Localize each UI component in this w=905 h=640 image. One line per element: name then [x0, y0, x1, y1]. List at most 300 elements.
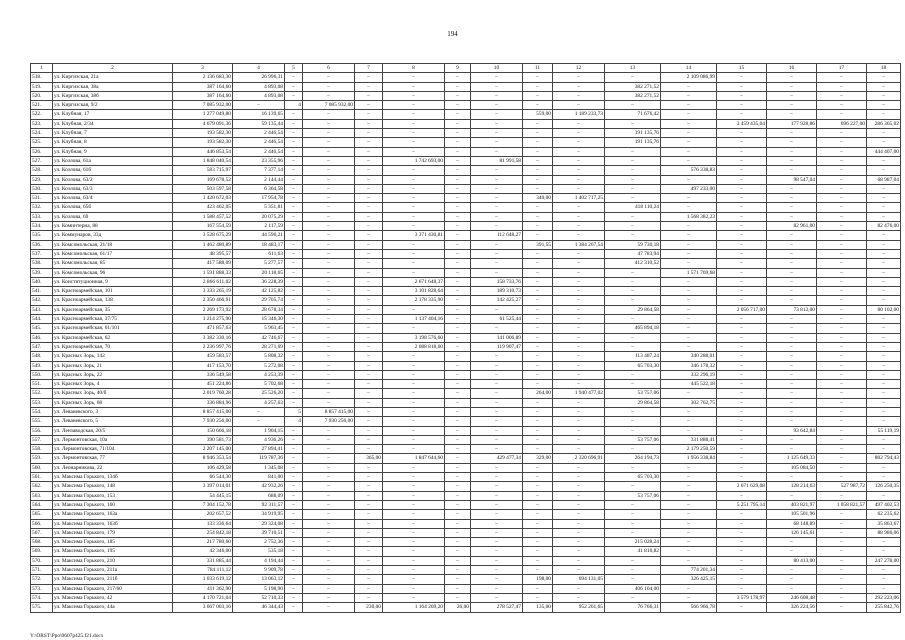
value-cell: –: [817, 129, 867, 138]
value-cell: –: [285, 166, 303, 175]
row-index-cell: 538.: [31, 259, 53, 268]
value-cell: –: [471, 166, 523, 175]
value-cell: 688,09: [233, 491, 285, 500]
value-cell: 429 477,34: [471, 454, 523, 463]
value-cell: –: [661, 510, 717, 519]
table-row: [31, 156, 901, 165]
row-index-cell: 520.: [31, 91, 53, 100]
value-cell: –: [303, 454, 355, 463]
value-cell: –: [523, 361, 553, 370]
value-cell: –: [285, 491, 303, 500]
value-cell: 2 088 818,60: [383, 342, 445, 351]
value-cell: 382 271,52: [605, 91, 661, 100]
value-cell: –: [233, 417, 285, 426]
value-cell: 4 936,26: [233, 435, 285, 444]
value-cell: –: [767, 435, 817, 444]
table-row: [31, 566, 901, 575]
value-cell: –: [523, 268, 553, 277]
row-index-cell: 566.: [31, 519, 53, 528]
value-cell: –: [303, 147, 355, 156]
value-cell: –: [471, 240, 523, 249]
value-cell: –: [383, 435, 445, 444]
value-cell: –: [717, 82, 767, 91]
value-cell: –: [605, 426, 661, 435]
value-cell: –: [717, 463, 767, 472]
address-cell: ул. Козлова, 65б: [53, 203, 173, 212]
value-cell: 150 666,18: [173, 426, 233, 435]
value-cell: –: [553, 566, 605, 575]
value-cell: –: [553, 184, 605, 193]
value-cell: –: [383, 203, 445, 212]
address-cell: ул. Комсомольская, 61/17: [53, 249, 173, 258]
column-header: 16: [767, 64, 817, 73]
value-cell: –: [867, 566, 901, 575]
value-cell: –: [383, 463, 445, 472]
value-cell: –: [445, 277, 471, 286]
value-cell: –: [817, 370, 867, 379]
value-cell: 1 848 040,54: [173, 156, 233, 165]
value-cell: –: [717, 231, 767, 240]
value-cell: –: [553, 268, 605, 277]
value-cell: –: [383, 147, 445, 156]
value-cell: 1 058 821,57: [817, 500, 867, 509]
value-cell: 2 178 335,90: [383, 296, 445, 305]
row-index-cell: 559.: [31, 454, 53, 463]
value-cell: –: [817, 315, 867, 324]
value-cell: –: [523, 166, 553, 175]
table-row: [31, 101, 901, 110]
value-cell: –: [553, 426, 605, 435]
value-cell: –: [767, 203, 817, 212]
value-cell: –: [867, 296, 901, 305]
table-row: [31, 175, 901, 184]
value-cell: –: [445, 547, 471, 556]
row-index-cell: 521.: [31, 101, 53, 110]
value-cell: 566 966,78: [661, 603, 717, 612]
value-cell: –: [867, 184, 901, 193]
value-cell: 1 904,15: [233, 426, 285, 435]
value-cell: –: [471, 389, 523, 398]
address-cell: ул. Киргизская, 38а: [53, 82, 173, 91]
value-cell: –: [355, 324, 383, 333]
value-cell: 66 544,30: [173, 473, 233, 482]
table-row: [31, 445, 901, 454]
column-header: 1: [31, 64, 53, 73]
value-cell: –: [553, 315, 605, 324]
value-cell: –: [717, 101, 767, 110]
row-index-cell: 530.: [31, 184, 53, 193]
value-cell: –: [817, 222, 867, 231]
value-cell: –: [817, 268, 867, 277]
value-cell: –: [661, 240, 717, 249]
value-cell: 4 253,39: [233, 370, 285, 379]
row-index-cell: 575.: [31, 603, 53, 612]
column-header: 8: [383, 64, 445, 73]
value-cell: –: [817, 603, 867, 612]
value-cell: 119 907,47: [471, 342, 523, 351]
value-cell: –: [303, 91, 355, 100]
value-cell: 7 085 932,00: [173, 101, 233, 110]
value-cell: –: [285, 73, 303, 82]
value-cell: –: [605, 519, 661, 528]
table-row: [31, 454, 901, 463]
value-cell: –: [817, 184, 867, 193]
value-cell: –: [445, 194, 471, 203]
table-row: [31, 603, 901, 612]
value-cell: 1 462 480,89: [173, 240, 233, 249]
value-cell: –: [523, 203, 553, 212]
value-cell: –: [867, 268, 901, 277]
value-cell: –: [383, 194, 445, 203]
value-cell: –: [523, 175, 553, 184]
value-cell: –: [767, 268, 817, 277]
value-cell: –: [445, 593, 471, 602]
value-cell: –: [523, 417, 553, 426]
value-cell: 1 571 769,68: [661, 268, 717, 277]
value-cell: –: [383, 584, 445, 593]
value-cell: –: [817, 547, 867, 556]
table-row: [31, 315, 901, 324]
column-header: 10: [471, 64, 523, 73]
row-index-cell: 535.: [31, 231, 53, 240]
value-cell: –: [717, 175, 767, 184]
value-cell: –: [285, 352, 303, 361]
address-cell: ул. Клубная, 9: [53, 147, 173, 156]
value-cell: –: [661, 315, 717, 324]
value-cell: 346 178,32: [661, 361, 717, 370]
value-cell: –: [471, 519, 523, 528]
value-cell: –: [767, 380, 817, 389]
value-cell: –: [303, 593, 355, 602]
value-cell: –: [285, 156, 303, 165]
value-cell: 882 794,43: [867, 454, 901, 463]
value-cell: –: [661, 482, 717, 491]
value-cell: 390 581,73: [173, 435, 233, 444]
value-cell: 8 946 353,54: [173, 454, 233, 463]
column-header: 13: [605, 64, 661, 73]
table-row: [31, 73, 901, 82]
value-cell: –: [717, 91, 767, 100]
value-cell: –: [817, 593, 867, 602]
address-cell: ул. Максима Горького, 195: [53, 547, 173, 556]
table-row: [31, 528, 901, 537]
value-cell: –: [717, 547, 767, 556]
value-cell: 34 919,95: [233, 510, 285, 519]
value-cell: –: [285, 147, 303, 156]
value-cell: –: [867, 138, 901, 147]
value-cell: –: [553, 482, 605, 491]
row-index-cell: 537.: [31, 249, 53, 258]
value-cell: –: [285, 268, 303, 277]
value-cell: –: [445, 119, 471, 128]
value-cell: –: [445, 445, 471, 454]
value-cell: –: [767, 398, 817, 407]
table-row: [31, 417, 901, 426]
value-cell: –: [445, 91, 471, 100]
value-cell: –: [471, 184, 523, 193]
value-cell: –: [767, 445, 817, 454]
value-cell: –: [445, 528, 471, 537]
value-cell: 465 894,18: [605, 324, 661, 333]
value-cell: –: [817, 380, 867, 389]
value-cell: 42 746,67: [233, 333, 285, 342]
value-cell: –: [867, 203, 901, 212]
value-cell: –: [303, 222, 355, 231]
value-cell: –: [867, 287, 901, 296]
address-cell: ул. Лермонтовская, 77: [53, 454, 173, 463]
value-cell: –: [471, 212, 523, 221]
value-cell: –: [303, 491, 355, 500]
value-cell: –: [445, 454, 471, 463]
value-cell: –: [717, 222, 767, 231]
value-cell: –: [445, 268, 471, 277]
value-cell: 278 527,47: [471, 603, 523, 612]
table-row: [31, 380, 901, 389]
table-row: [31, 556, 901, 565]
value-cell: –: [445, 435, 471, 444]
value-cell: –: [471, 203, 523, 212]
value-cell: –: [661, 287, 717, 296]
value-cell: –: [717, 603, 767, 612]
value-cell: 59 135,44: [233, 119, 285, 128]
value-cell: –: [523, 510, 553, 519]
value-cell: –: [605, 528, 661, 537]
value-cell: –: [355, 389, 383, 398]
value-cell: –: [605, 287, 661, 296]
value-cell: –: [553, 119, 605, 128]
row-index-cell: 550.: [31, 370, 53, 379]
value-cell: –: [383, 101, 445, 110]
value-cell: –: [355, 305, 383, 314]
value-cell: 446 853,54: [173, 147, 233, 156]
value-cell: 1 568 382,23: [661, 212, 717, 221]
table-row: [31, 519, 901, 528]
value-cell: –: [661, 305, 717, 314]
value-cell: –: [233, 101, 285, 110]
value-cell: –: [383, 259, 445, 268]
value-cell: –: [285, 222, 303, 231]
address-cell: ул. Красных Зорь, 21: [53, 361, 173, 370]
value-cell: –: [445, 352, 471, 361]
row-index-cell: 541.: [31, 287, 53, 296]
value-cell: –: [303, 426, 355, 435]
value-cell: –: [303, 129, 355, 138]
value-cell: –: [471, 101, 523, 110]
value-cell: –: [605, 417, 661, 426]
value-cell: 141 006,89: [471, 333, 523, 342]
value-cell: –: [661, 277, 717, 286]
value-cell: –: [767, 166, 817, 175]
table-row: [31, 249, 901, 258]
value-cell: 177 928,86: [767, 119, 817, 128]
value-cell: 7 304 152,78: [173, 500, 233, 509]
row-index-cell: 528.: [31, 166, 53, 175]
value-cell: 106 429,58: [173, 463, 233, 472]
value-cell: 3 459 435,04: [717, 119, 767, 128]
value-cell: 191 135,76: [605, 138, 661, 147]
value-cell: –: [355, 259, 383, 268]
value-cell: 54 445,15: [173, 491, 233, 500]
value-cell: –: [523, 370, 553, 379]
address-cell: ул. Красноармейская, 62: [53, 333, 173, 342]
value-cell: –: [717, 389, 767, 398]
value-cell: –: [867, 277, 901, 286]
value-cell: 7 930 256,00: [303, 417, 355, 426]
value-cell: –: [383, 110, 445, 119]
value-cell: –: [553, 129, 605, 138]
value-cell: 52 710,33: [233, 593, 285, 602]
value-cell: –: [303, 82, 355, 91]
value-cell: –: [383, 222, 445, 231]
value-cell: –: [285, 380, 303, 389]
value-cell: –: [303, 519, 355, 528]
table-row: [31, 184, 901, 193]
value-cell: –: [471, 407, 523, 416]
value-cell: –: [383, 566, 445, 575]
value-cell: –: [817, 156, 867, 165]
value-cell: –: [817, 389, 867, 398]
value-cell: –: [553, 175, 605, 184]
value-cell: 2 207 145,00: [173, 445, 233, 454]
address-cell: ул. Козлова, 69: [53, 212, 173, 221]
row-index-cell: 564.: [31, 500, 53, 509]
value-cell: –: [767, 231, 817, 240]
row-index-cell: 549.: [31, 361, 53, 370]
value-cell: –: [867, 361, 901, 370]
value-cell: 2 866 611,02: [173, 277, 233, 286]
value-cell: –: [355, 538, 383, 547]
value-cell: –: [303, 138, 355, 147]
value-cell: 105 501,96: [767, 510, 817, 519]
value-cell: –: [553, 82, 605, 91]
value-cell: –: [767, 101, 817, 110]
table-row: [31, 305, 901, 314]
value-cell: –: [285, 333, 303, 342]
address-cell: ул. Козлова, 63/3: [53, 184, 173, 193]
table-row: [31, 147, 901, 156]
value-cell: –: [303, 240, 355, 249]
table-row: [31, 277, 901, 286]
value-cell: –: [303, 398, 355, 407]
value-cell: 4 679 091,36: [173, 119, 233, 128]
table-row: [31, 547, 901, 556]
value-cell: 4: [285, 101, 303, 110]
value-cell: 7 085 932,00: [303, 101, 355, 110]
value-cell: –: [867, 389, 901, 398]
address-cell: ул. Максима Горького, 134б: [53, 473, 173, 482]
value-cell: –: [605, 556, 661, 565]
value-cell: –: [445, 129, 471, 138]
value-cell: 326 224,56: [767, 603, 817, 612]
value-cell: –: [867, 407, 901, 416]
value-cell: –: [867, 324, 901, 333]
value-cell: 15 346,30: [233, 315, 285, 324]
value-cell: 8 857 415,00: [173, 407, 233, 416]
table-row: [31, 361, 901, 370]
value-cell: –: [303, 603, 355, 612]
value-cell: 2 179 250,59: [661, 445, 717, 454]
row-index-cell: 527.: [31, 156, 53, 165]
value-cell: 4 194,44: [233, 556, 285, 565]
value-cell: –: [445, 73, 471, 82]
value-cell: 1 125 649,33: [767, 454, 817, 463]
value-cell: –: [661, 324, 717, 333]
value-cell: 46 344,43: [233, 603, 285, 612]
report-table-container: [30, 63, 900, 613]
value-cell: 576 338,83: [661, 166, 717, 175]
value-cell: –: [605, 380, 661, 389]
value-cell: –: [523, 491, 553, 500]
value-cell: –: [605, 73, 661, 82]
value-cell: –: [445, 212, 471, 221]
address-cell: ул. Козлова, 63/4: [53, 194, 173, 203]
value-cell: –: [767, 575, 817, 584]
value-cell: 1 588 457,52: [173, 212, 233, 221]
value-cell: –: [817, 519, 867, 528]
value-cell: –: [383, 445, 445, 454]
value-cell: 5 963,45: [233, 324, 285, 333]
value-cell: –: [355, 417, 383, 426]
row-index-cell: 522.: [31, 110, 53, 119]
value-cell: –: [817, 194, 867, 203]
value-cell: –: [817, 296, 867, 305]
value-cell: –: [553, 500, 605, 509]
value-cell: 774 201,34: [661, 566, 717, 575]
value-cell: –: [717, 240, 767, 249]
value-cell: –: [303, 510, 355, 519]
value-cell: 53 757,06: [605, 389, 661, 398]
value-cell: –: [523, 129, 553, 138]
value-cell: –: [303, 249, 355, 258]
value-cell: –: [767, 129, 817, 138]
value-cell: 26 996,31: [233, 73, 285, 82]
value-cell: 1 277 049,80: [173, 110, 233, 119]
value-cell: –: [383, 352, 445, 361]
table-body: [31, 73, 901, 612]
value-cell: –: [553, 407, 605, 416]
value-cell: 841,00: [233, 473, 285, 482]
value-cell: –: [523, 249, 553, 258]
value-cell: 952 261,65: [553, 603, 605, 612]
value-cell: –: [355, 277, 383, 286]
value-cell: –: [661, 538, 717, 547]
value-cell: –: [553, 222, 605, 231]
value-cell: 1 847 644,60: [383, 454, 445, 463]
value-cell: 55 119,19: [867, 426, 901, 435]
value-cell: 336 884,96: [173, 398, 233, 407]
table-row: [31, 510, 901, 519]
value-cell: –: [523, 500, 553, 509]
value-cell: –: [445, 417, 471, 426]
value-cell: –: [867, 101, 901, 110]
address-cell: ул. Клубная, 17: [53, 110, 173, 119]
value-cell: –: [661, 407, 717, 416]
value-cell: –: [303, 528, 355, 537]
value-cell: 497 233,00: [661, 184, 717, 193]
value-cell: 61 525,44: [471, 315, 523, 324]
row-index-cell: 534.: [31, 222, 53, 231]
value-cell: –: [285, 519, 303, 528]
address-cell: ул. Максима Горького, 179: [53, 528, 173, 537]
value-cell: –: [661, 426, 717, 435]
value-cell: –: [661, 333, 717, 342]
value-cell: –: [605, 575, 661, 584]
value-cell: –: [523, 398, 553, 407]
table-row: [31, 91, 901, 100]
value-cell: 2 350 466,91: [173, 296, 233, 305]
value-cell: –: [817, 101, 867, 110]
value-cell: 36 228,39: [233, 277, 285, 286]
